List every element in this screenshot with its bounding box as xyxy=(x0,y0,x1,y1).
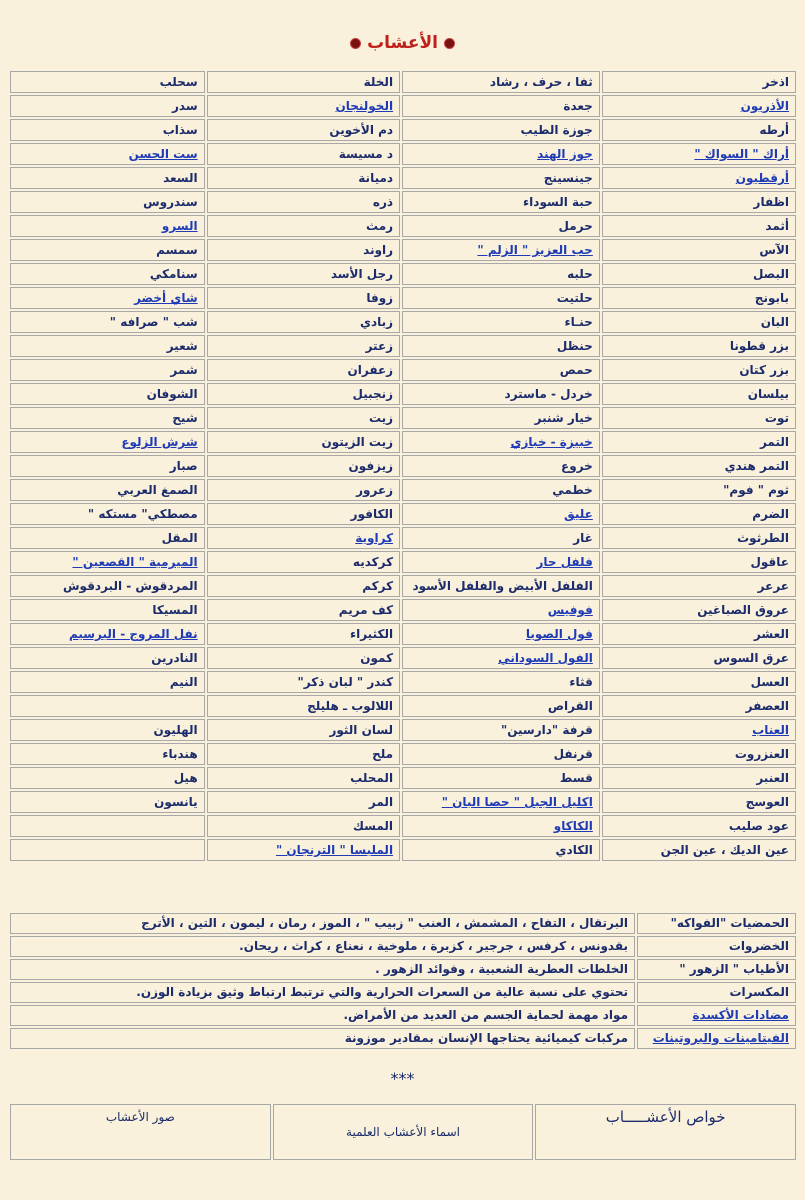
herb-cell: الهليون xyxy=(10,719,205,741)
herb-row xyxy=(10,167,796,189)
herb-cell: زعفران xyxy=(207,359,400,381)
herb-row xyxy=(10,191,796,213)
herb-cell: رمث xyxy=(207,215,400,237)
herb-cell: زعتر xyxy=(207,335,400,357)
herb-cell: سمسم xyxy=(10,239,205,261)
link-herb-properties[interactable]: خواص الأعشـــــاب xyxy=(535,1104,796,1160)
herb-cell: اذخر xyxy=(602,71,796,93)
herb-cell: المقل xyxy=(10,527,205,549)
herb-cell: شعير xyxy=(10,335,205,357)
herb-link[interactable]: حب العزيز " الزلم " xyxy=(402,239,600,261)
herb-cell: الفلفل الأبيض والفلفل الأسود xyxy=(402,575,600,597)
herb-cell: هيل xyxy=(10,767,205,789)
herb-cell: المسيكا xyxy=(10,599,205,621)
category-row xyxy=(10,982,796,1003)
herb-link[interactable]: السرو xyxy=(10,215,205,237)
herb-cell: ثوم " فوم" xyxy=(602,479,796,501)
herb-cell: التمر xyxy=(602,431,796,453)
herb-row xyxy=(10,839,796,861)
herb-row xyxy=(10,143,796,165)
bottom-nav-table xyxy=(8,1102,798,1162)
herb-cell xyxy=(10,815,205,837)
herb-cell: حمص xyxy=(402,359,600,381)
herb-cell: العنبر xyxy=(602,767,796,789)
herb-cell: المردقوش - البردقوش xyxy=(10,575,205,597)
herb-cell: الضرم xyxy=(602,503,796,525)
herb-cell: زعرور xyxy=(207,479,400,501)
herb-cell: اللالوب ـ هليلج xyxy=(207,695,400,717)
herb-link[interactable]: الملبسا " الترنجان " xyxy=(207,839,400,861)
herb-cell: الصمغ العربي xyxy=(10,479,205,501)
herb-cell: العوسج xyxy=(602,791,796,813)
herb-link[interactable]: شاي أخضر xyxy=(10,287,205,309)
category-name[interactable]: الفيتامينات والبروتينات xyxy=(637,1028,796,1049)
category-row xyxy=(10,936,796,957)
herb-cell: عروق الصباغين xyxy=(602,599,796,621)
category-description: مواد مهمة لحماية الجسم من العديد من الأمراض. xyxy=(10,1005,635,1026)
category-description: مركبات كيميائية يحتاجها الإنسان بمقادير موزونة xyxy=(10,1028,635,1049)
herb-cell: العصفر xyxy=(602,695,796,717)
category-row xyxy=(10,959,796,980)
herb-cell: حلتيت xyxy=(402,287,600,309)
herb-cell: بابونج xyxy=(602,287,796,309)
herb-cell: خردل - ماسترد xyxy=(402,383,600,405)
herb-row xyxy=(10,239,796,261)
herb-cell: خطمي xyxy=(402,479,600,501)
herb-cell: حبة السوداء xyxy=(402,191,600,213)
categories-table xyxy=(8,911,798,1051)
herb-cell: الكافور xyxy=(207,503,400,525)
category-name[interactable]: مضادات الأكسدة xyxy=(637,1005,796,1026)
herb-cell: شمر xyxy=(10,359,205,381)
herb-link[interactable]: فلفل حار xyxy=(402,551,600,573)
category-description: تحتوي على نسبة عالية من السعرات الحرارية والتي ترتبط ارتباط وثيق بزيادة الوزن. xyxy=(10,982,635,1003)
herb-row xyxy=(10,767,796,789)
herb-cell: سذاب xyxy=(10,119,205,141)
herb-row xyxy=(10,575,796,597)
herb-cell: صبار xyxy=(10,455,205,477)
herb-cell xyxy=(10,695,205,717)
herb-link[interactable]: الخولنجان xyxy=(207,95,400,117)
herb-row xyxy=(10,623,796,645)
herb-cell: كف مريم xyxy=(207,599,400,621)
herb-row xyxy=(10,383,796,405)
herb-row xyxy=(10,71,796,93)
herb-cell: يانسون xyxy=(10,791,205,813)
link-scientific-names[interactable]: اسماء الأعشاب العلمية xyxy=(273,1104,534,1160)
herb-row xyxy=(10,647,796,669)
herb-link[interactable]: نفل المروج - البرسيم xyxy=(10,623,205,645)
herb-cell: ثفا ، حرف ، رشاد xyxy=(402,71,600,93)
herb-cell: حلبه xyxy=(402,263,600,285)
herb-cell: رجل الأسد xyxy=(207,263,400,285)
herb-row xyxy=(10,815,796,837)
herb-cell: السعد xyxy=(10,167,205,189)
herb-cell: سنامكي xyxy=(10,263,205,285)
herb-cell: دم الأخوين xyxy=(207,119,400,141)
herb-cell: الآس xyxy=(602,239,796,261)
herb-link[interactable]: اكليل الجبل " حصا البان " xyxy=(402,791,600,813)
page-title: الأعشاب xyxy=(0,33,805,53)
category-name: الخضروات xyxy=(637,936,796,957)
herb-cell: عرق السوس xyxy=(602,647,796,669)
category-description: الخلطات العطرية الشعبية ، وفوائد الزهور . xyxy=(10,959,635,980)
herb-cell: بزر كتان xyxy=(602,359,796,381)
herb-row xyxy=(10,527,796,549)
herb-cell: مصطكي" مستكه " xyxy=(10,503,205,525)
herb-cell: المحلب xyxy=(207,767,400,789)
herbs-table xyxy=(8,69,798,863)
herb-cell: عين الديك ، عين الجن xyxy=(602,839,796,861)
herb-cell: بزر قطونا xyxy=(602,335,796,357)
herb-cell: البان xyxy=(602,311,796,333)
herb-cell: العشر xyxy=(602,623,796,645)
separator: *** xyxy=(390,1069,415,1088)
herb-cell: النيم xyxy=(10,671,205,693)
herb-cell: شب " صرافه " xyxy=(10,311,205,333)
herb-cell: قرنفل xyxy=(402,743,600,765)
category-name: الحمضيات "الفواكه" xyxy=(637,913,796,934)
herb-cell: جينسينج xyxy=(402,167,600,189)
herb-row xyxy=(10,455,796,477)
bullet-icon xyxy=(444,38,455,49)
herb-cell: أرطه xyxy=(602,119,796,141)
herb-cell: زيت الزيتون xyxy=(207,431,400,453)
herb-cell: زيت xyxy=(207,407,400,429)
herb-cell: دميانة xyxy=(207,167,400,189)
herb-cell: الشوفان xyxy=(10,383,205,405)
herb-cell: كمون xyxy=(207,647,400,669)
herb-row xyxy=(10,407,796,429)
herb-cell: زيزفون xyxy=(207,455,400,477)
herb-row xyxy=(10,503,796,525)
herb-link[interactable]: العناب xyxy=(602,719,796,741)
herb-link[interactable]: أرقطيون xyxy=(602,167,796,189)
herb-link[interactable]: كراوية xyxy=(207,527,400,549)
bullet-icon xyxy=(350,38,361,49)
herb-row xyxy=(10,287,796,309)
herb-row xyxy=(10,743,796,765)
herb-cell: زنجبيل xyxy=(207,383,400,405)
herb-cell: قسط xyxy=(402,767,600,789)
herb-cell: لسان الثور xyxy=(207,719,400,741)
herb-cell: عاقول xyxy=(602,551,796,573)
herb-cell: النادرين xyxy=(10,647,205,669)
herb-cell: أثمد xyxy=(602,215,796,237)
herb-row xyxy=(10,215,796,237)
herb-link[interactable]: الفول السوداني xyxy=(402,647,600,669)
herb-cell: اظفار xyxy=(602,191,796,213)
herb-cell: جعدة xyxy=(402,95,600,117)
herb-cell: قثاء xyxy=(402,671,600,693)
herb-cell: العنزروت xyxy=(602,743,796,765)
herb-cell: ملح xyxy=(207,743,400,765)
herb-row xyxy=(10,95,796,117)
herb-link[interactable]: الميرمية " القصعين " xyxy=(10,551,205,573)
herb-cell: خروع xyxy=(402,455,600,477)
herb-cell: ذره xyxy=(207,191,400,213)
herb-cell: البصل xyxy=(602,263,796,285)
herb-cell: هندباء xyxy=(10,743,205,765)
herb-cell: سدر xyxy=(10,95,205,117)
herb-cell: كركم xyxy=(207,575,400,597)
herb-cell: شيح xyxy=(10,407,205,429)
herb-cell: كركديه xyxy=(207,551,400,573)
herb-link[interactable]: فول الصويا xyxy=(402,623,600,645)
link-herb-images[interactable]: صور الأعشاب xyxy=(10,1104,271,1160)
herb-row xyxy=(10,119,796,141)
herb-cell: حنظل xyxy=(402,335,600,357)
category-row xyxy=(10,1028,796,1049)
category-description: بقدونس ، كرفس ، جرجير ، كزبرة ، ملوخية ، نعناع ، كراث ، ريحان. xyxy=(10,936,635,957)
category-description: البرتقال ، التفاح ، المشمش ، العنب " زبيب " ، الموز ، رمان ، ليمون ، التين ، الأترج xyxy=(10,913,635,934)
herb-cell: حرمل xyxy=(402,215,600,237)
herb-cell: د مسيسة xyxy=(207,143,400,165)
herb-row xyxy=(10,719,796,741)
herb-row xyxy=(10,479,796,501)
herb-row xyxy=(10,551,796,573)
herb-link[interactable]: خبيزة - خبازي xyxy=(402,431,600,453)
herb-cell: جوزة الطيب xyxy=(402,119,600,141)
herb-cell: بيلسان xyxy=(602,383,796,405)
herb-link[interactable]: ست الحسن xyxy=(10,143,205,165)
herb-row xyxy=(10,311,796,333)
herb-cell: سحلب xyxy=(10,71,205,93)
herb-cell: الطرثوث xyxy=(602,527,796,549)
herb-cell: المسك xyxy=(207,815,400,837)
category-row xyxy=(10,913,796,934)
herb-cell: المر xyxy=(207,791,400,813)
herb-cell: توت xyxy=(602,407,796,429)
herb-link[interactable]: الكاكاو xyxy=(402,815,600,837)
herb-link[interactable]: جوز الهند xyxy=(402,143,600,165)
herb-link[interactable]: الأذريون xyxy=(602,95,796,117)
herb-cell: سندروس xyxy=(10,191,205,213)
herb-cell: القراص xyxy=(402,695,600,717)
herb-row xyxy=(10,695,796,717)
herb-cell: قرفة "دارسين" xyxy=(402,719,600,741)
herb-cell: الكادي xyxy=(402,839,600,861)
category-name: الأطياب " الزهور " xyxy=(637,959,796,980)
category-row xyxy=(10,1005,796,1026)
herb-cell: عود صليب xyxy=(602,815,796,837)
herb-cell: زبادي xyxy=(207,311,400,333)
herb-link[interactable]: أراك " السواك " xyxy=(602,143,796,165)
herb-cell: خيار شنبر xyxy=(402,407,600,429)
herb-cell: غار xyxy=(402,527,600,549)
herb-cell: الخلة xyxy=(207,71,400,93)
herb-row xyxy=(10,671,796,693)
herb-link[interactable]: فوفيس xyxy=(402,599,600,621)
herb-cell: العسل xyxy=(602,671,796,693)
category-name: المكسرات xyxy=(637,982,796,1003)
herb-link[interactable]: شرش الزلوع xyxy=(10,431,205,453)
herb-cell: عرعر xyxy=(602,575,796,597)
herb-link[interactable]: عليق xyxy=(402,503,600,525)
herb-cell: الكثيراء xyxy=(207,623,400,645)
herb-row xyxy=(10,431,796,453)
herb-cell: زوفا xyxy=(207,287,400,309)
herb-cell: راوند xyxy=(207,239,400,261)
herb-row xyxy=(10,599,796,621)
herb-cell: التمر هندي xyxy=(602,455,796,477)
herb-cell xyxy=(10,839,205,861)
herb-cell: حنـاء xyxy=(402,311,600,333)
herb-row xyxy=(10,791,796,813)
herb-row xyxy=(10,263,796,285)
herb-cell: كندر " لبان ذكر" xyxy=(207,671,400,693)
herb-row xyxy=(10,359,796,381)
herb-row xyxy=(10,335,796,357)
